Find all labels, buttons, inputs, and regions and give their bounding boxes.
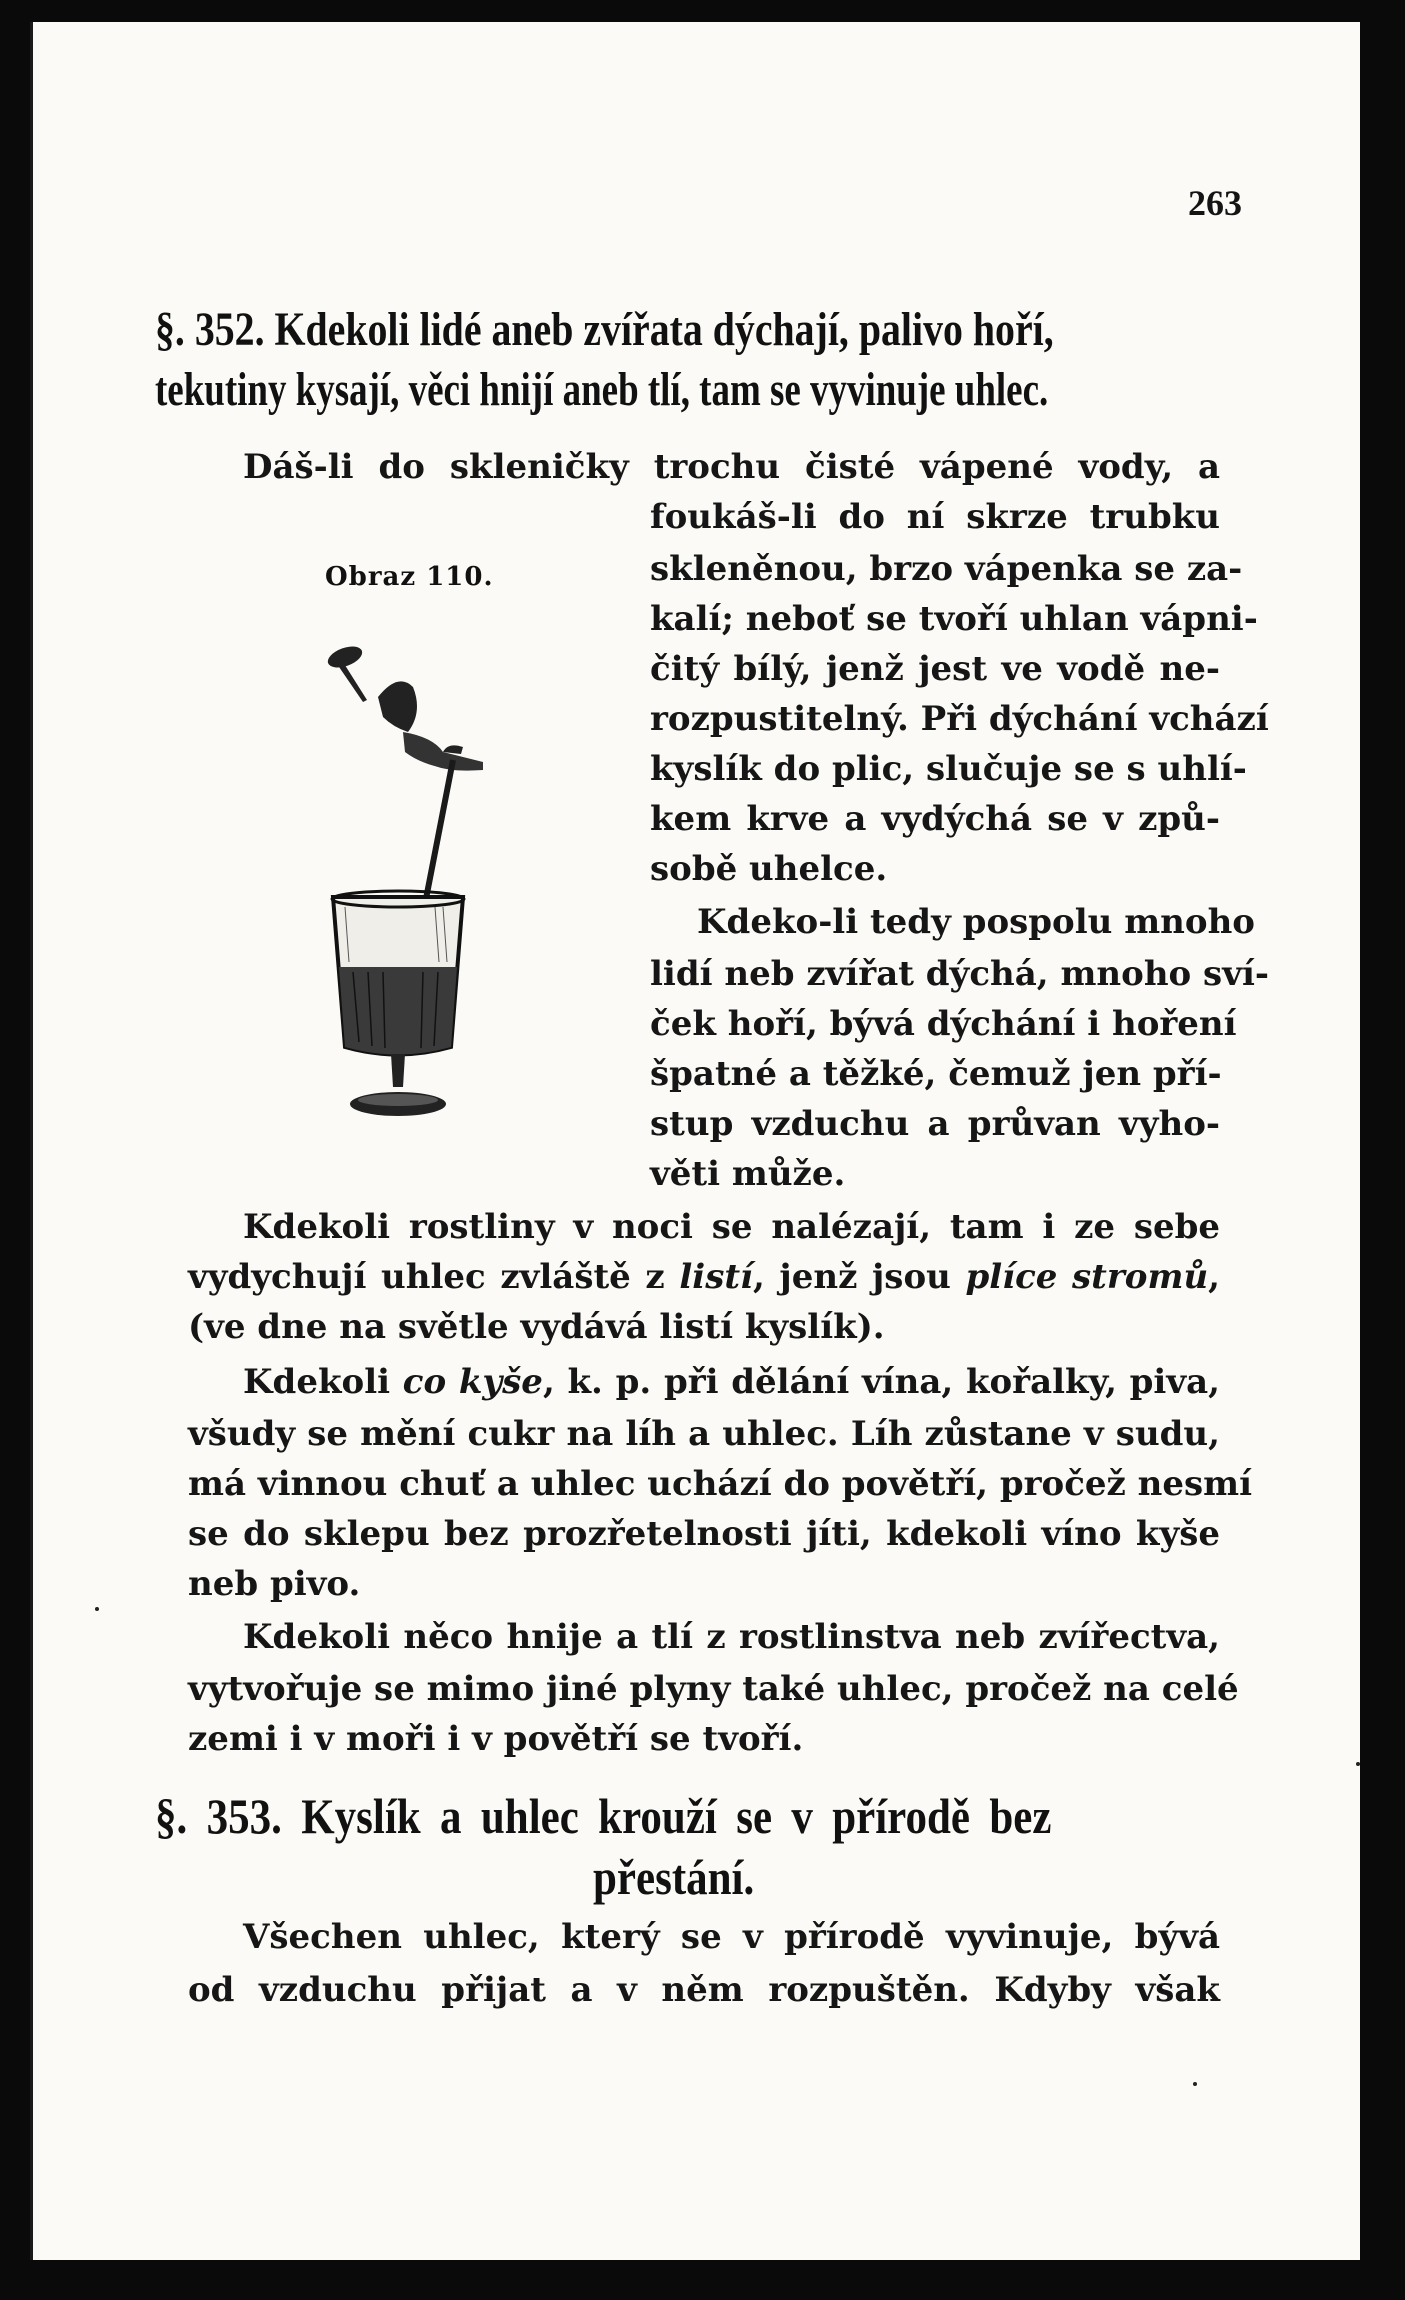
paragraph4-line5: neb pivo. xyxy=(188,1564,361,1604)
paragraph3-line2-part-a: vydychují uhlec zvláště z xyxy=(188,1257,680,1297)
paragraph4-line1-italic: co kyše xyxy=(402,1362,543,1402)
paragraph1-line5: čitý bílý, jenž jest ve vodě ne- xyxy=(650,649,1220,689)
scan-speck xyxy=(1193,2082,1197,2086)
section-353-heading-line2: přestání. xyxy=(593,1849,755,1905)
paragraph2-line1: Kdeko-li tedy pospolu mnoho xyxy=(697,902,1255,942)
paragraph3-line2 xyxy=(188,1257,1220,1297)
paragraph4-line1-part-a: Kdekoli xyxy=(243,1362,403,1402)
paragraph5-line2: vytvořuje se mimo jiné plyny také uhlec, pročež na celé xyxy=(188,1669,1239,1709)
paragraph1-line3: skleněnou, brzo vápenka se za- xyxy=(650,549,1243,589)
section-352-heading-line1: §. 352. Kdekoli lidé aneb zvířata dýchají, palivo hoří, xyxy=(155,303,1054,356)
paragraph3-line2-italic-plice: plíce stromů xyxy=(965,1257,1209,1297)
paragraph6-line1: Všechen uhlec, který se v přírodě vyvinuje, bývá xyxy=(243,1917,1220,1957)
paragraph6-line2: od vzduchu přijat a v něm rozpuštěn. Kdyby však xyxy=(188,1970,1220,2010)
figure-caption: Obraz 110. xyxy=(325,562,494,592)
paragraph5-line3: zemi i v moři i v povětří se tvoří. xyxy=(188,1719,804,1759)
paragraph4-line4: se do sklepu bez prozřetelnosti jíti, kdekoli víno kyše xyxy=(188,1514,1220,1554)
section-352-heading-line2: tekutiny kysají, věci hnijí aneb tlí, tam se vyvinuje uhlec. xyxy=(155,363,1049,416)
scan-speck xyxy=(95,1607,99,1611)
paragraph4-line3: má vinnou chuť a uhlec uchází do povětří, pročež nesmí xyxy=(188,1464,1253,1504)
paragraph3-line1: Kdekoli rostliny v noci se nalézají, tam i ze sebe xyxy=(243,1207,1220,1247)
paragraph2-line6: věti může. xyxy=(650,1154,846,1194)
paragraph3-line2-italic-listi: listí xyxy=(679,1257,753,1297)
paragraph1-line9: sobě uhelce. xyxy=(650,849,888,889)
paragraph3-line3: (ve dne na světle vydává listí kyslík). xyxy=(188,1307,885,1347)
glass-with-tube-illustration xyxy=(323,642,553,1142)
page-number: 263 xyxy=(1188,183,1242,223)
paragraph1-line6: rozpustitelný. Při dýchání vchází xyxy=(650,699,1269,739)
paragraph4-line2: všudy se mění cukr na líh a uhlec. Líh zůstane v sudu, xyxy=(188,1414,1220,1454)
paragraph4-line1 xyxy=(243,1362,1220,1402)
paragraph5-line1: Kdekoli něco hnije a tlí z rostlinstva neb zvířectva, xyxy=(243,1617,1220,1657)
scan-speck xyxy=(1356,1762,1360,1766)
paragraph3-line2-part-e: , xyxy=(1208,1257,1221,1297)
paragraph1-line1: Dáš-li do skleničky trochu čisté vápené vody, a xyxy=(243,447,1220,487)
paragraph2-line5: stup vzduchu a průvan vyho- xyxy=(650,1104,1220,1144)
page-right-edge-shadow xyxy=(1360,22,1378,2300)
paragraph2-line3: ček hoří, bývá dýchání i hoření xyxy=(650,1004,1237,1044)
paragraph1-line2: foukáš-li do ní skrze trubku xyxy=(650,497,1220,537)
section-353-heading-line1: §. 353. Kyslík a uhlec krouží se v přírodě bez xyxy=(155,1788,1052,1844)
paragraph2-line4: špatné a těžké, čemuž jen pří- xyxy=(650,1054,1222,1094)
paragraph1-line8: kem krve a vydýchá se v způ- xyxy=(650,799,1220,839)
paragraph3-line2-part-c: , jenž jsou xyxy=(752,1257,966,1297)
paragraph1-line7: kyslík do plic, slučuje se s uhlí- xyxy=(650,749,1247,789)
paragraph4-line1-part-c: , k. p. při dělání vína, kořalky, piva, xyxy=(542,1362,1220,1402)
book-page xyxy=(30,22,1378,2260)
paragraph2-line2: lidí neb zvířat dýchá, mnoho sví- xyxy=(650,954,1269,994)
paragraph1-line4: kalí; neboť se tvoří uhlan vápni- xyxy=(650,599,1258,639)
